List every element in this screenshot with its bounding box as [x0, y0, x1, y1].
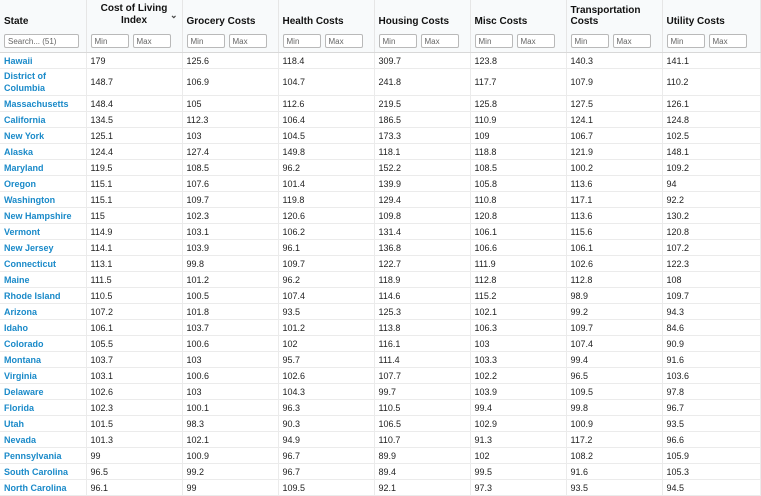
- column-header-transportation-costs[interactable]: [566, 0, 662, 30]
- table-row: [0, 272, 760, 288]
- cell-housing-costs: 114.6: [374, 288, 470, 304]
- cell-health-costs: 93.5: [278, 304, 374, 320]
- cell-cost-of-living-index: 115: [86, 208, 182, 224]
- cell-cost-of-living-index: 114.1: [86, 240, 182, 256]
- cell-housing-costs: 92.1: [374, 480, 470, 496]
- cell-grocery-costs: 103.9: [182, 240, 278, 256]
- cell-cost-of-living-index: 107.2: [86, 304, 182, 320]
- cell-misc-costs: 123.8: [470, 53, 566, 69]
- cell-cost-of-living-index: 134.5: [86, 112, 182, 128]
- cell-housing-costs: 110.5: [374, 400, 470, 416]
- cell-misc-costs: 120.8: [470, 208, 566, 224]
- cell-cost-of-living-index: 179: [86, 53, 182, 69]
- column-label: Misc Costs: [474, 16, 528, 27]
- table-row: [0, 464, 760, 480]
- cell-utility-costs: 91.6: [662, 352, 760, 368]
- cell-misc-costs: 118.8: [470, 144, 566, 160]
- cell-utility-costs: 124.8: [662, 112, 760, 128]
- column-label: Transportation Costs: [570, 5, 641, 27]
- cell-grocery-costs: 106.9: [182, 69, 278, 96]
- cell-utility-costs: 93.5: [662, 416, 760, 432]
- cell-transportation-costs: 106.1: [566, 240, 662, 256]
- table-body: [0, 53, 760, 496]
- cell-misc-costs: 105.8: [470, 176, 566, 192]
- cell-utility-costs: 94: [662, 176, 760, 192]
- cell-state[interactable]: Colorado: [0, 336, 86, 352]
- table-row: [0, 160, 760, 176]
- column-label: Utility Costs: [666, 16, 725, 27]
- column-header-housing-costs[interactable]: [374, 0, 470, 30]
- cell-state[interactable]: Utah: [0, 416, 86, 432]
- cell-health-costs: 104.7: [278, 69, 374, 96]
- cell-grocery-costs: 103.1: [182, 224, 278, 240]
- cell-health-costs: 118.4: [278, 53, 374, 69]
- filter-cell-transportation-costs: [566, 30, 662, 53]
- cell-housing-costs: 152.2: [374, 160, 470, 176]
- cell-health-costs: 106.2: [278, 224, 374, 240]
- filter-cell-grocery-costs: [182, 30, 278, 53]
- cell-housing-costs: 116.1: [374, 336, 470, 352]
- cell-grocery-costs: 103: [182, 352, 278, 368]
- cell-utility-costs: 96.6: [662, 432, 760, 448]
- cell-cost-of-living-index: 124.4: [86, 144, 182, 160]
- cell-cost-of-living-index: 148.7: [86, 69, 182, 96]
- cell-cost-of-living-index: 96.5: [86, 464, 182, 480]
- cell-misc-costs: 125.8: [470, 96, 566, 112]
- column-label: Grocery Costs: [186, 16, 256, 27]
- table-row: [0, 320, 760, 336]
- cell-cost-of-living-index: 101.5: [86, 416, 182, 432]
- filter-cell-housing-costs: [374, 30, 470, 53]
- cell-utility-costs: 108: [662, 272, 760, 288]
- utility-max-input[interactable]: [709, 34, 747, 48]
- cell-transportation-costs: 108.2: [566, 448, 662, 464]
- cell-grocery-costs: 127.4: [182, 144, 278, 160]
- table-row: [0, 288, 760, 304]
- cell-grocery-costs: 105: [182, 96, 278, 112]
- cell-misc-costs: 97.3: [470, 480, 566, 496]
- cell-housing-costs: 173.3: [374, 128, 470, 144]
- cell-transportation-costs: 121.9: [566, 144, 662, 160]
- table-row: [0, 69, 760, 96]
- cell-transportation-costs: 113.6: [566, 208, 662, 224]
- table-row: [0, 208, 760, 224]
- column-header-misc-costs[interactable]: [470, 0, 566, 30]
- table-row: [0, 96, 760, 112]
- filter-cell-state: [0, 30, 86, 53]
- cell-transportation-costs: 98.9: [566, 288, 662, 304]
- cell-cost-of-living-index: 101.3: [86, 432, 182, 448]
- cell-health-costs: 95.7: [278, 352, 374, 368]
- cell-utility-costs: 141.1: [662, 53, 760, 69]
- cell-cost-of-living-index: 115.1: [86, 192, 182, 208]
- cell-utility-costs: 90.9: [662, 336, 760, 352]
- column-header-health-costs[interactable]: [278, 0, 374, 30]
- cell-misc-costs: 103.9: [470, 384, 566, 400]
- table-row: [0, 448, 760, 464]
- cell-health-costs: 119.8: [278, 192, 374, 208]
- cell-health-costs: 104.3: [278, 384, 374, 400]
- cell-utility-costs: 102.5: [662, 128, 760, 144]
- health-min-input[interactable]: [283, 34, 321, 48]
- column-header-grocery-costs[interactable]: [182, 0, 278, 30]
- cell-utility-costs: 84.6: [662, 320, 760, 336]
- cell-transportation-costs: 96.5: [566, 368, 662, 384]
- cell-state[interactable]: New York: [0, 128, 86, 144]
- cell-utility-costs: 126.1: [662, 96, 760, 112]
- cell-misc-costs: 91.3: [470, 432, 566, 448]
- cell-grocery-costs: 102.3: [182, 208, 278, 224]
- cell-state[interactable]: South Carolina: [0, 464, 86, 480]
- cell-grocery-costs: 99.2: [182, 464, 278, 480]
- cell-cost-of-living-index: 99: [86, 448, 182, 464]
- cost-of-living-min-input[interactable]: [91, 34, 129, 48]
- cell-cost-of-living-index: 102.6: [86, 384, 182, 400]
- cell-state[interactable]: Oregon: [0, 176, 86, 192]
- cell-transportation-costs: 113.6: [566, 176, 662, 192]
- cell-housing-costs: 122.7: [374, 256, 470, 272]
- column-label: Housing Costs: [378, 16, 450, 27]
- cell-grocery-costs: 103.7: [182, 320, 278, 336]
- cell-cost-of-living-index: 106.1: [86, 320, 182, 336]
- cell-housing-costs: 89.9: [374, 448, 470, 464]
- cell-transportation-costs: 99.4: [566, 352, 662, 368]
- cell-misc-costs: 111.9: [470, 256, 566, 272]
- cell-housing-costs: 125.3: [374, 304, 470, 320]
- cell-utility-costs: 109.7: [662, 288, 760, 304]
- cell-misc-costs: 108.5: [470, 160, 566, 176]
- table-row: [0, 304, 760, 320]
- cell-state[interactable]: Connecticut: [0, 256, 86, 272]
- cell-utility-costs: 97.8: [662, 384, 760, 400]
- cell-utility-costs: 96.7: [662, 400, 760, 416]
- cell-health-costs: 104.5: [278, 128, 374, 144]
- cell-housing-costs: 241.8: [374, 69, 470, 96]
- cell-health-costs: 101.4: [278, 176, 374, 192]
- cell-health-costs: 109.7: [278, 256, 374, 272]
- cell-transportation-costs: 112.8: [566, 272, 662, 288]
- column-label: Health Costs: [282, 16, 344, 27]
- cell-misc-costs: 103.3: [470, 352, 566, 368]
- cell-state[interactable]: Hawaii: [0, 53, 86, 69]
- cell-transportation-costs: 109.5: [566, 384, 662, 400]
- cell-housing-costs: 136.8: [374, 240, 470, 256]
- cell-grocery-costs: 100.9: [182, 448, 278, 464]
- filter-cell-cost-of-living-index: [86, 30, 182, 53]
- cell-housing-costs: 106.5: [374, 416, 470, 432]
- table-row: [0, 128, 760, 144]
- cell-state[interactable]: California: [0, 112, 86, 128]
- cell-cost-of-living-index: 103.1: [86, 368, 182, 384]
- cell-housing-costs: 118.1: [374, 144, 470, 160]
- cell-misc-costs: 106.1: [470, 224, 566, 240]
- cell-cost-of-living-index: 102.3: [86, 400, 182, 416]
- cell-housing-costs: 309.7: [374, 53, 470, 69]
- cell-housing-costs: 139.9: [374, 176, 470, 192]
- cell-health-costs: 102: [278, 336, 374, 352]
- cell-misc-costs: 102.9: [470, 416, 566, 432]
- cell-health-costs: 96.1: [278, 240, 374, 256]
- cell-utility-costs: 105.9: [662, 448, 760, 464]
- cell-utility-costs: 94.3: [662, 304, 760, 320]
- table-row: [0, 144, 760, 160]
- cell-state[interactable]: Nevada: [0, 432, 86, 448]
- cell-misc-costs: 112.8: [470, 272, 566, 288]
- cell-transportation-costs: 99.8: [566, 400, 662, 416]
- cell-transportation-costs: 127.5: [566, 96, 662, 112]
- cell-transportation-costs: 109.7: [566, 320, 662, 336]
- column-header-utility-costs[interactable]: [662, 0, 760, 30]
- cell-health-costs: 96.7: [278, 464, 374, 480]
- cell-housing-costs: 113.8: [374, 320, 470, 336]
- cell-transportation-costs: 102.6: [566, 256, 662, 272]
- table-row: [0, 53, 760, 69]
- grocery-max-input[interactable]: [229, 34, 267, 48]
- cell-transportation-costs: 99.2: [566, 304, 662, 320]
- transportation-min-input[interactable]: [571, 34, 609, 48]
- cell-utility-costs: 92.2: [662, 192, 760, 208]
- misc-max-input[interactable]: [517, 34, 555, 48]
- chevron-down-icon[interactable]: ⌄: [169, 10, 178, 20]
- cell-cost-of-living-index: 115.1: [86, 176, 182, 192]
- cell-utility-costs: 107.2: [662, 240, 760, 256]
- cell-housing-costs: 131.4: [374, 224, 470, 240]
- cell-misc-costs: 103: [470, 336, 566, 352]
- cell-health-costs: 101.2: [278, 320, 374, 336]
- cell-state[interactable]: Massachusetts: [0, 96, 86, 112]
- cell-transportation-costs: 91.6: [566, 464, 662, 480]
- cell-grocery-costs: 100.6: [182, 336, 278, 352]
- table-row: [0, 192, 760, 208]
- column-label: Cost of Living Index: [100, 3, 168, 26]
- table-row: [0, 256, 760, 272]
- cell-health-costs: 94.9: [278, 432, 374, 448]
- cell-cost-of-living-index: 113.1: [86, 256, 182, 272]
- cell-utility-costs: 94.5: [662, 480, 760, 496]
- cell-state[interactable]: Washington: [0, 192, 86, 208]
- cell-utility-costs: 105.3: [662, 464, 760, 480]
- cell-state[interactable]: District of Columbia: [0, 69, 86, 96]
- cell-misc-costs: 110.9: [470, 112, 566, 128]
- cell-health-costs: 102.6: [278, 368, 374, 384]
- cell-health-costs: 120.6: [278, 208, 374, 224]
- cell-transportation-costs: 140.3: [566, 53, 662, 69]
- cell-housing-costs: 107.7: [374, 368, 470, 384]
- cell-housing-costs: 89.4: [374, 464, 470, 480]
- cell-state[interactable]: Arizona: [0, 304, 86, 320]
- cell-misc-costs: 117.7: [470, 69, 566, 96]
- cell-transportation-costs: 115.6: [566, 224, 662, 240]
- cell-state[interactable]: Maine: [0, 272, 86, 288]
- cell-utility-costs: 110.2: [662, 69, 760, 96]
- cell-state[interactable]: Montana: [0, 352, 86, 368]
- cell-housing-costs: 129.4: [374, 192, 470, 208]
- utility-min-input[interactable]: [667, 34, 705, 48]
- cell-state[interactable]: Pennsylvania: [0, 448, 86, 464]
- cell-health-costs: 96.7: [278, 448, 374, 464]
- cell-grocery-costs: 98.3: [182, 416, 278, 432]
- table-row: [0, 112, 760, 128]
- cell-health-costs: 112.6: [278, 96, 374, 112]
- cell-transportation-costs: 100.2: [566, 160, 662, 176]
- cell-utility-costs: 109.2: [662, 160, 760, 176]
- cell-misc-costs: 99.4: [470, 400, 566, 416]
- cell-cost-of-living-index: 111.5: [86, 272, 182, 288]
- cell-housing-costs: 219.5: [374, 96, 470, 112]
- cell-grocery-costs: 112.3: [182, 112, 278, 128]
- cell-grocery-costs: 103: [182, 384, 278, 400]
- cell-health-costs: 109.5: [278, 480, 374, 496]
- cell-transportation-costs: 107.4: [566, 336, 662, 352]
- cell-grocery-costs: 107.6: [182, 176, 278, 192]
- cell-misc-costs: 115.2: [470, 288, 566, 304]
- cell-health-costs: 90.3: [278, 416, 374, 432]
- misc-min-input[interactable]: [475, 34, 513, 48]
- cell-misc-costs: 102.1: [470, 304, 566, 320]
- table-row: [0, 416, 760, 432]
- cell-transportation-costs: 107.9: [566, 69, 662, 96]
- cell-grocery-costs: 109.7: [182, 192, 278, 208]
- cell-cost-of-living-index: 125.1: [86, 128, 182, 144]
- cell-grocery-costs: 100.6: [182, 368, 278, 384]
- cell-state[interactable]: New Hampshire: [0, 208, 86, 224]
- grocery-min-input[interactable]: [187, 34, 225, 48]
- cell-state[interactable]: Virginia: [0, 368, 86, 384]
- cell-transportation-costs: 93.5: [566, 480, 662, 496]
- cell-health-costs: 106.4: [278, 112, 374, 128]
- cell-grocery-costs: 108.5: [182, 160, 278, 176]
- cell-misc-costs: 109: [470, 128, 566, 144]
- cell-utility-costs: 130.2: [662, 208, 760, 224]
- cell-utility-costs: 148.1: [662, 144, 760, 160]
- cell-transportation-costs: 106.7: [566, 128, 662, 144]
- cell-grocery-costs: 103: [182, 128, 278, 144]
- table-row: [0, 480, 760, 496]
- cell-grocery-costs: 101.8: [182, 304, 278, 320]
- cell-state[interactable]: Delaware: [0, 384, 86, 400]
- table-row: [0, 240, 760, 256]
- cell-utility-costs: 120.8: [662, 224, 760, 240]
- housing-max-input[interactable]: [421, 34, 459, 48]
- table-row: [0, 432, 760, 448]
- column-label: State: [4, 16, 29, 27]
- cell-cost-of-living-index: 119.5: [86, 160, 182, 176]
- cell-state[interactable]: Maryland: [0, 160, 86, 176]
- cell-cost-of-living-index: 103.7: [86, 352, 182, 368]
- table-row: [0, 368, 760, 384]
- cell-cost-of-living-index: 114.9: [86, 224, 182, 240]
- cell-cost-of-living-index: 110.5: [86, 288, 182, 304]
- housing-min-input[interactable]: [379, 34, 417, 48]
- cell-state[interactable]: New Jersey: [0, 240, 86, 256]
- table-row: [0, 352, 760, 368]
- table-row: [0, 176, 760, 192]
- cell-transportation-costs: 117.2: [566, 432, 662, 448]
- cell-transportation-costs: 117.1: [566, 192, 662, 208]
- cell-grocery-costs: 101.2: [182, 272, 278, 288]
- table-row: [0, 224, 760, 240]
- table-row: [0, 400, 760, 416]
- filter-row: [0, 30, 760, 53]
- state-search-input[interactable]: [4, 34, 79, 48]
- column-header-cost-of-living-index[interactable]: [86, 0, 182, 30]
- cell-grocery-costs: 102.1: [182, 432, 278, 448]
- cell-housing-costs: 118.9: [374, 272, 470, 288]
- cell-state[interactable]: North Carolina: [0, 480, 86, 496]
- cell-transportation-costs: 124.1: [566, 112, 662, 128]
- cell-health-costs: 96.2: [278, 272, 374, 288]
- table-row: [0, 384, 760, 400]
- cell-state[interactable]: Vermont: [0, 224, 86, 240]
- cell-grocery-costs: 99: [182, 480, 278, 496]
- cell-misc-costs: 106.3: [470, 320, 566, 336]
- cell-grocery-costs: 100.1: [182, 400, 278, 416]
- cell-housing-costs: 110.7: [374, 432, 470, 448]
- transportation-max-input[interactable]: [613, 34, 651, 48]
- cell-transportation-costs: 100.9: [566, 416, 662, 432]
- table-row: [0, 336, 760, 352]
- filter-cell-misc-costs: [470, 30, 566, 53]
- cost-of-living-max-input[interactable]: [133, 34, 171, 48]
- filter-cell-health-costs: [278, 30, 374, 53]
- cell-state[interactable]: Idaho: [0, 320, 86, 336]
- cell-grocery-costs: 125.6: [182, 53, 278, 69]
- cell-state[interactable]: Rhode Island: [0, 288, 86, 304]
- health-max-input[interactable]: [325, 34, 363, 48]
- cell-state[interactable]: Alaska: [0, 144, 86, 160]
- cell-misc-costs: 110.8: [470, 192, 566, 208]
- cell-cost-of-living-index: 105.5: [86, 336, 182, 352]
- cell-misc-costs: 102: [470, 448, 566, 464]
- cell-misc-costs: 99.5: [470, 464, 566, 480]
- header-row: [0, 0, 760, 30]
- cell-cost-of-living-index: 148.4: [86, 96, 182, 112]
- cell-utility-costs: 122.3: [662, 256, 760, 272]
- cell-state[interactable]: Florida: [0, 400, 86, 416]
- cell-grocery-costs: 100.5: [182, 288, 278, 304]
- cell-cost-of-living-index: 96.1: [86, 480, 182, 496]
- cell-housing-costs: 186.5: [374, 112, 470, 128]
- cell-housing-costs: 111.4: [374, 352, 470, 368]
- cell-utility-costs: 103.6: [662, 368, 760, 384]
- cell-health-costs: 96.2: [278, 160, 374, 176]
- cell-grocery-costs: 99.8: [182, 256, 278, 272]
- cell-health-costs: 107.4: [278, 288, 374, 304]
- cell-housing-costs: 109.8: [374, 208, 470, 224]
- cell-health-costs: 149.8: [278, 144, 374, 160]
- filter-cell-utility-costs: [662, 30, 760, 53]
- column-header-state[interactable]: [0, 0, 86, 30]
- cell-health-costs: 96.3: [278, 400, 374, 416]
- cell-housing-costs: 99.7: [374, 384, 470, 400]
- cell-misc-costs: 106.6: [470, 240, 566, 256]
- cell-misc-costs: 102.2: [470, 368, 566, 384]
